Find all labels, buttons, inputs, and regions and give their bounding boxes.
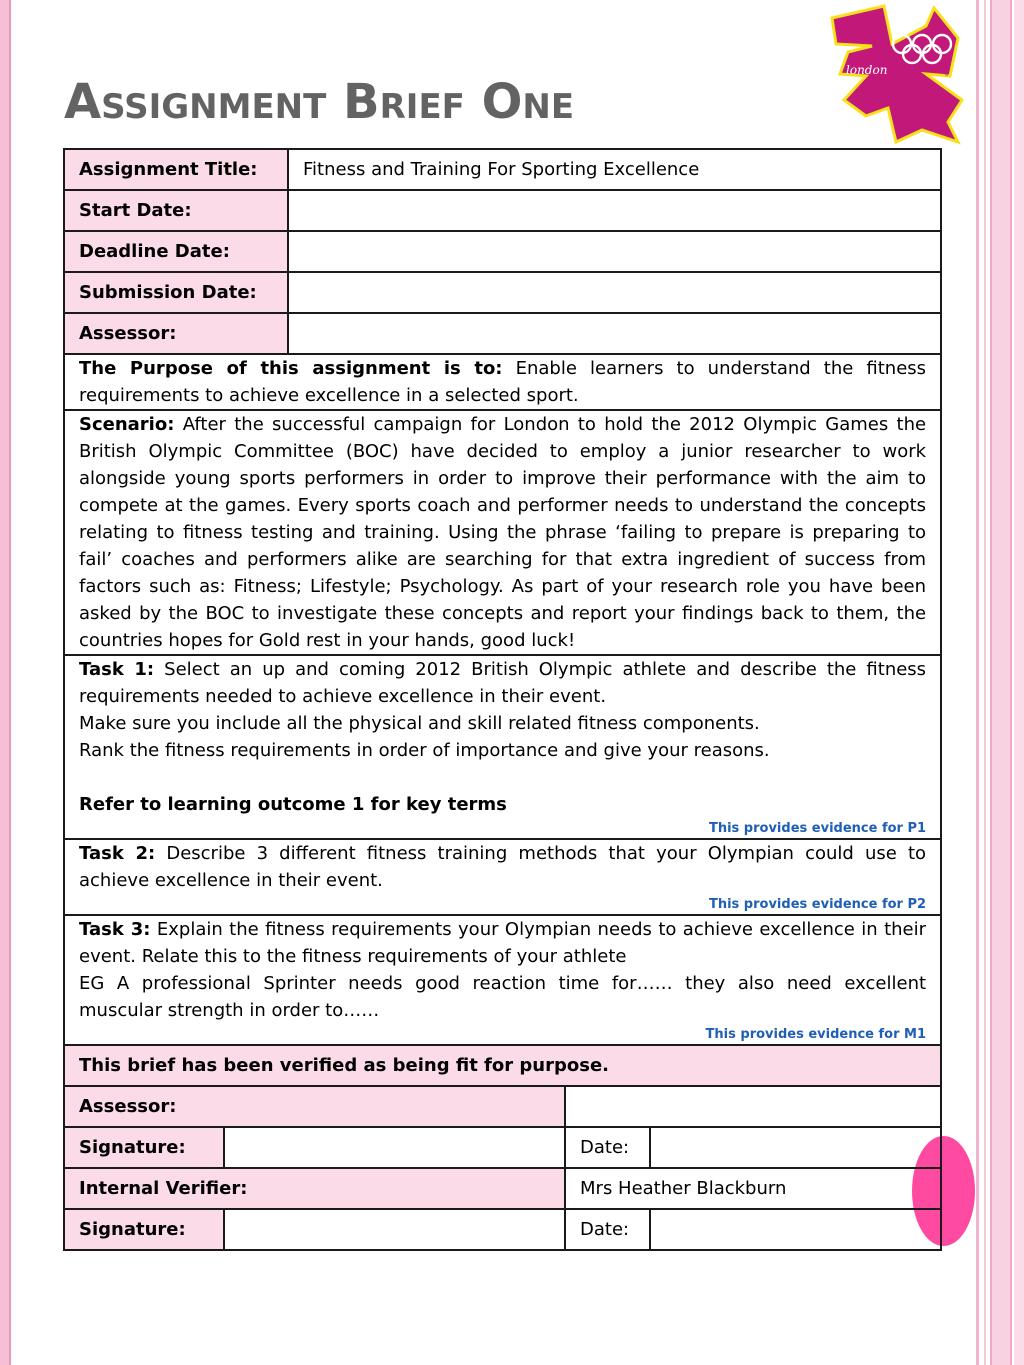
deadline-date-field[interactable] xyxy=(288,231,941,272)
verifier-signature-row xyxy=(64,1209,941,1250)
assignment-title-label: Assignment Title: xyxy=(64,149,288,190)
date-field[interactable] xyxy=(650,1127,941,1168)
right-border-decoration xyxy=(976,0,1024,1365)
verification-assessor-row xyxy=(64,1086,941,1127)
internal-verifier-row xyxy=(64,1168,941,1209)
london-2012-logo xyxy=(826,4,966,146)
left-border-decoration xyxy=(0,0,11,1365)
task-1-note: Refer to learning outcome 1 for key terms xyxy=(79,794,507,815)
task-1-line-2: Make sure you include all the physical and skill related fitness components. xyxy=(79,713,760,734)
task-3-row xyxy=(64,915,941,1045)
scenario-text: After the successful campaign for London to hold the 2012 Olympic Games the British Olympic Committee (BOC) have decided to employ a junior researcher to work alongside young sports performers in order to improve their performance with the aim to compete at the games. Every sports coach and performer needs to understand the concepts relating to fitness testing and training. Using the phrase ‘failing to prepare is preparing to fail’ coaches and performers alike are searching for that extra ingredient of success from factors such as: Fitness; Lifestyle; Psychology. As part of your research role you have been asked by the BOC to investigate these concepts and report your findings back to them, the countries hopes for Gold rest in your hands, good luck! xyxy=(79,414,927,651)
signature-2-field[interactable] xyxy=(224,1209,565,1250)
info-row-deadline-date xyxy=(64,231,941,272)
date-2-label: Date: xyxy=(565,1209,650,1250)
assignment-title-value: Fitness and Training For Sporting Excellence xyxy=(288,149,941,190)
task-2-evidence: This provides evidence for P2 xyxy=(708,897,927,912)
task-3-line-2: EG A professional Sprinter needs good reaction time for…… they also need excellent muscular strength in order to…… xyxy=(79,973,927,1021)
date-label: Date: xyxy=(565,1127,650,1168)
internal-verifier-label: Internal Verifier: xyxy=(64,1168,565,1209)
signature-2-label: Signature: xyxy=(64,1209,224,1250)
task-3-label: Task 3: xyxy=(79,919,151,940)
start-date-label: Start Date: xyxy=(64,190,288,231)
purpose-row xyxy=(64,354,941,410)
task-1-row xyxy=(64,655,941,839)
assessor-label: Assessor: xyxy=(64,313,288,354)
task-3-evidence: This provides evidence for M1 xyxy=(705,1027,927,1042)
task-1-cell xyxy=(64,655,941,839)
deadline-date-label: Deadline Date: xyxy=(64,231,288,272)
verification-assessor-field[interactable] xyxy=(565,1086,941,1127)
signature-label: Signature: xyxy=(64,1127,224,1168)
purpose-cell xyxy=(64,354,941,410)
verification-signature-row xyxy=(64,1127,941,1168)
verification-statement-row xyxy=(64,1045,941,1086)
scenario-cell xyxy=(64,410,941,655)
signature-field[interactable] xyxy=(224,1127,565,1168)
info-row-title xyxy=(64,149,941,190)
purpose-text: Enable learners to understand the fitness requirements to achieve excellence in a selected sport. xyxy=(79,358,927,406)
task-1-evidence: This provides evidence for P1 xyxy=(708,821,927,836)
info-row-start-date xyxy=(64,190,941,231)
page-title: Assignment Brief One xyxy=(64,74,575,130)
date-2-field[interactable] xyxy=(650,1209,941,1250)
info-row-submission-date xyxy=(64,272,941,313)
task-3-cell xyxy=(64,915,941,1045)
task-2-text: Describe 3 different fitness training methods that your Olympian could use to achieve excellence in their event. xyxy=(79,843,927,891)
task-2-label: Task 2: xyxy=(79,843,156,864)
task-3-text: Explain the fitness requirements your Olympian needs to achieve excellence in their event. Relate this to the fitness requirements of your athlete xyxy=(79,919,927,967)
svg-text:™: ™ xyxy=(944,74,949,80)
assignment-brief-table xyxy=(63,148,942,1251)
task-2-cell xyxy=(64,839,941,915)
scenario-row xyxy=(64,410,941,655)
submission-date-label: Submission Date: xyxy=(64,272,288,313)
scenario-label: Scenario: xyxy=(79,414,175,435)
task-2-row xyxy=(64,839,941,915)
internal-verifier-name: Mrs Heather Blackburn xyxy=(565,1168,941,1209)
purpose-label: The Purpose of this assignment is to: xyxy=(79,358,503,379)
assessor-field[interactable] xyxy=(288,313,941,354)
task-1-line-3: Rank the fitness requirements in order of importance and give your reasons. xyxy=(79,740,770,761)
task-1-text: Select an up and coming 2012 British Olympic athlete and describe the fitness requirements needed to achieve excellence in their event. xyxy=(79,659,927,707)
verification-statement: This brief has been verified as being fit for purpose. xyxy=(64,1045,941,1086)
info-row-assessor xyxy=(64,313,941,354)
svg-text:london: london xyxy=(846,63,888,77)
start-date-field[interactable] xyxy=(288,190,941,231)
submission-date-field[interactable] xyxy=(288,272,941,313)
verification-assessor-label: Assessor: xyxy=(64,1086,565,1127)
task-1-label: Task 1: xyxy=(79,659,155,680)
